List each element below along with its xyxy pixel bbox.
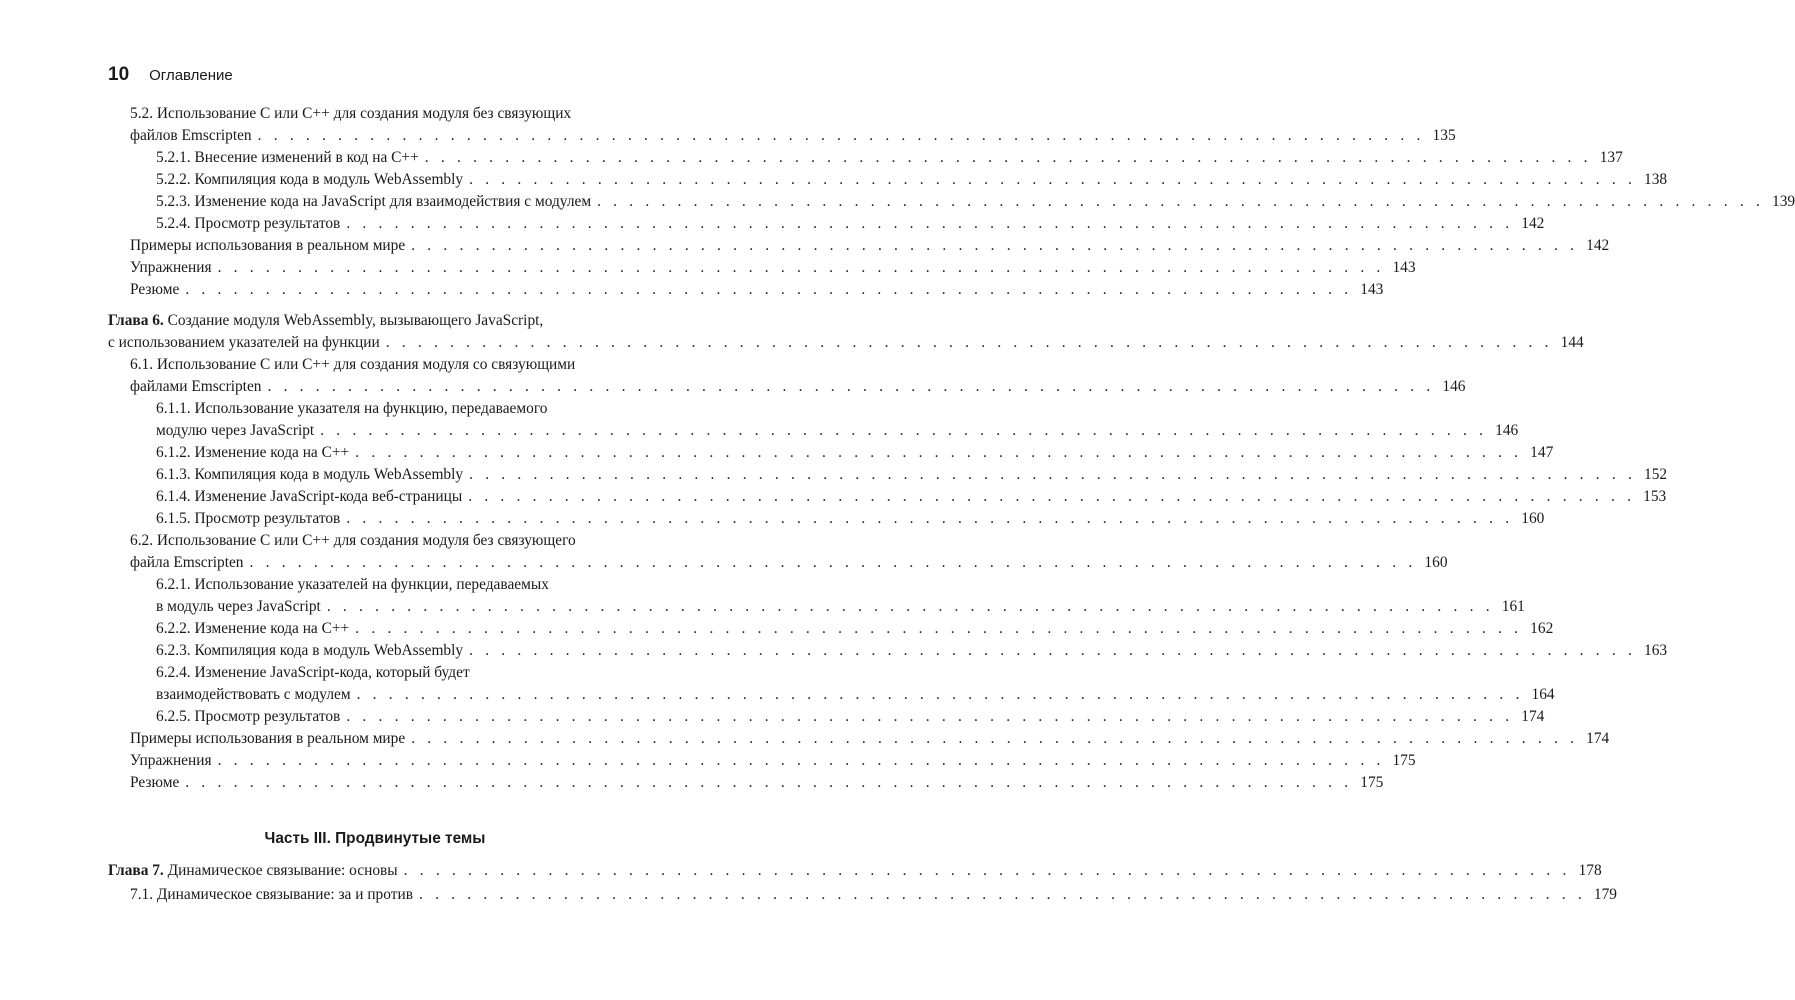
toc-entry-title: 6.2.5. Просмотр результатов (156, 708, 341, 725)
toc-entry[interactable] (108, 310, 1584, 354)
dot-leader: . . . . . . . . . . . . . . . . . . . . . . . . . . . . . . . . . . . . . . . . . . . . . . . . . . . . . . . . . . . . . . . . . . . . . . . . . (355, 620, 1523, 637)
toc-entry[interactable] (108, 169, 1668, 191)
toc-entry-title: файлами Emscripten (130, 378, 262, 395)
toc-entry[interactable] (108, 860, 1602, 882)
toc-entry-title: 6.2.3. Компиляция кода в модуль WebAssembly (156, 642, 464, 659)
toc-page-number: 146 (1495, 422, 1519, 439)
toc-entry[interactable] (108, 279, 1384, 301)
toc-entry[interactable] (108, 640, 1668, 662)
dot-leader: . . . . . . . . . . . . . . . . . . . . . . . . . . . . . . . . . . . . . . . . . . . . . . . . . . . . . . . . . . . . . . . . . . . . . . . . . (346, 708, 1514, 725)
toc-entry[interactable] (108, 235, 1610, 257)
toc-entry[interactable] (108, 191, 1795, 213)
toc-page-number: 143 (1360, 281, 1384, 298)
toc-entry-title: модулю через JavaScript (156, 422, 315, 439)
toc-entry-title: в модуль через JavaScript (156, 598, 321, 615)
toc-page-number: 143 (1392, 259, 1416, 276)
dot-leader: . . . . . . . . . . . . . . . . . . . . . . . . . . . . . . . . . . . . . . . . . . . . . . . . . . . . . . . . . . . . . . . . . . . . . . . . . (326, 598, 1494, 615)
toc-page-number: 138 (1644, 171, 1668, 188)
toc-page-number: 174 (1521, 708, 1545, 725)
toc-entry-title: Динамическое связывание: основы (163, 862, 398, 879)
chapter-label: Глава 7. (108, 862, 164, 879)
toc-page-number: 178 (1578, 862, 1602, 879)
dot-leader: . . . . . . . . . . . . . . . . . . . . . . . . . . . . . . . . . . . . . . . . . . . . . . . . . . . . . . . . . . . . . . . . . . . . . . . . . (320, 422, 1488, 439)
toc-entry-title: Примеры использования в реальном мире (130, 237, 406, 254)
toc-entry-title: 6.2.1. Использование указателей на функции, передаваемых (156, 576, 549, 593)
toc-page-number: 174 (1586, 730, 1610, 747)
toc-page-number: 147 (1530, 444, 1554, 461)
dot-leader: . . . . . . . . . . . . . . . . . . . . . . . . . . . . . . . . . . . . . . . . . . . . . . . . . . . . . . . . . . . . . . . . . . . . . . . . . (403, 862, 1571, 879)
dot-leader: . . . . . . . . . . . . . . . . . . . . . . . . . . . . . . . . . . . . . . . . . . . . . . . . . . . . . . . . . . . . . . . . . . . . . . . . . (468, 488, 1636, 505)
toc-entry-title: Упражнения (130, 259, 212, 276)
chapter-label: Глава 6. (108, 312, 164, 329)
toc-entry-title: Создание модуля WebAssembly, вызывающего JavaScript, (163, 312, 544, 329)
toc-entry[interactable] (108, 486, 1667, 508)
toc-entry[interactable] (108, 103, 1456, 147)
dot-leader: . . . . . . . . . . . . . . . . . . . . . . . . . . . . . . . . . . . . . . . . . . . . . . . . . . . . . . . . . . . . . . . . . . . . . . . . . (469, 171, 1637, 188)
dot-leader: . . . . . . . . . . . . . . . . . . . . . . . . . . . . . . . . . . . . . . . . . . . . . . . . . . . . . . . . . . . . . . . . . . . . . . . . . (424, 149, 1592, 166)
toc-entry-title: Резюме (130, 774, 180, 791)
toc-entry[interactable] (108, 530, 1448, 574)
toc-entry-title: 6.1.2. Изменение кода на C++ (156, 444, 350, 461)
dot-leader: . . . . . . . . . . . . . . . . . . . . . . . . . . . . . . . . . . . . . . . . . . . . . . . . . . . . . . . . . . . . . . . . . . . . . . . . . (355, 444, 1523, 461)
dot-leader: . . . . . . . . . . . . . . . . . . . . . . . . . . . . . . . . . . . . . . . . . . . . . . . . . . . . . . . . . . . . . . . . . . . . . . . . . (185, 774, 1353, 791)
dot-leader: . . . . . . . . . . . . . . . . . . . . . . . . . . . . . . . . . . . . . . . . . . . . . . . . . . . . . . . . . . . . . . . . . . . . . . . . . (597, 193, 1764, 210)
toc-page-number: 135 (1432, 127, 1456, 144)
toc-entry[interactable] (108, 147, 1623, 169)
toc-entry[interactable] (108, 884, 1617, 906)
toc-page-number: 144 (1560, 334, 1584, 351)
toc-page-number: 160 (1521, 510, 1545, 527)
toc-page-number: 162 (1530, 620, 1554, 637)
toc-entry[interactable] (108, 728, 1610, 750)
toc-page-number: 164 (1531, 686, 1555, 703)
toc-entry[interactable] (108, 618, 1554, 640)
toc-entry[interactable] (108, 662, 1555, 706)
dot-leader: . . . . . . . . . . . . . . . . . . . . . . . . . . . . . . . . . . . . . . . . . . . . . . . . . . . . . . . . . . . . . . . . . . . . . . . . . (418, 886, 1586, 903)
toc-page-number: 137 (1599, 149, 1623, 166)
dot-leader: . . . . . . . . . . . . . . . . . . . . . . . . . . . . . . . . . . . . . . . . . . . . . . . . . . . . . . . . . . . . . . . . . . . . . . . . . (257, 127, 1425, 144)
toc-entry-title: 5.2.1. Внесение изменений в код на C++ (156, 149, 419, 166)
toc-page-number: 142 (1586, 237, 1610, 254)
toc-page-number: 142 (1521, 215, 1545, 232)
toc-entry[interactable] (108, 772, 1384, 794)
toc-entry-title: 6.2. Использование C или C++ для создания модуля без связующего (130, 532, 576, 549)
dot-leader: . . . . . . . . . . . . . . . . . . . . . . . . . . . . . . . . . . . . . . . . . . . . . . . . . . . . . . . . . . . . . . . . . . . . . . . . . (249, 554, 1417, 571)
dot-leader: . . . . . . . . . . . . . . . . . . . . . . . . . . . . . . . . . . . . . . . . . . . . . . . . . . . . . . . . . . . . . . . . . . . . . . . . . (346, 510, 1514, 527)
toc-entry-title: взаимодействовать с модулем (156, 686, 351, 703)
toc-entry-title: файлов Emscripten (130, 127, 252, 144)
toc-page-number: 160 (1424, 554, 1448, 571)
dot-leader: . . . . . . . . . . . . . . . . . . . . . . . . . . . . . . . . . . . . . . . . . . . . . . . . . . . . . . . . . . . . . . . . . . . . . . . . . (469, 642, 1637, 659)
toc-entry[interactable] (108, 706, 1545, 728)
toc-entry-title: 6.1.5. Просмотр результатов (156, 510, 341, 527)
running-header (108, 64, 233, 86)
dot-leader: . . . . . . . . . . . . . . . . . . . . . . . . . . . . . . . . . . . . . . . . . . . . . . . . . . . . . . . . . . . . . . . . . . . . . . . . . (385, 334, 1553, 351)
toc-entry-title: 5.2.4. Просмотр результатов (156, 215, 341, 232)
toc-page-number: 179 (1593, 886, 1617, 903)
toc-page-number: 153 (1643, 488, 1667, 505)
toc-entry-title: файла Emscripten (130, 554, 244, 571)
toc-entry-title: Примеры использования в реальном мире (130, 730, 406, 747)
toc-list-part-3 (108, 860, 1617, 906)
toc-entry[interactable] (108, 464, 1668, 486)
toc-page-number: 175 (1392, 752, 1416, 769)
toc-page-number: 139 (1772, 193, 1795, 210)
toc-entry-title: Резюме (130, 281, 180, 298)
toc-page-number: 146 (1442, 378, 1466, 395)
dot-leader: . . . . . . . . . . . . . . . . . . . . . . . . . . . . . . . . . . . . . . . . . . . . . . . . . . . . . . . . . . . . . . . . . . . . . . . . . (346, 215, 1514, 232)
dot-leader: . . . . . . . . . . . . . . . . . . . . . . . . . . . . . . . . . . . . . . . . . . . . . . . . . . . . . . . . . . . . . . . . . . . . . . . . . (217, 752, 1385, 769)
dot-leader: . . . . . . . . . . . . . . . . . . . . . . . . . . . . . . . . . . . . . . . . . . . . . . . . . . . . . . . . . . . . . . . . . . . . . . . . . (185, 281, 1353, 298)
toc-entry-title: 5.2.2. Компиляция кода в модуль WebAssembly (156, 171, 464, 188)
section-title: Оглавление (149, 67, 233, 84)
toc-entry-title: с использованием указателей на функции (108, 334, 380, 351)
part-title: Часть III. Продвинутые темы (264, 830, 486, 847)
toc-entry[interactable] (108, 750, 1416, 772)
toc-entry-title: 5.2. Использование C или C++ для создания модуля без связующих (130, 105, 572, 122)
toc-list (108, 103, 1795, 794)
toc-entry[interactable] (108, 398, 1519, 442)
toc-page-number: 175 (1360, 774, 1384, 791)
toc-entry-title: 6.1.4. Изменение JavaScript-кода веб-страницы (156, 488, 463, 505)
toc-entry-title: 7.1. Динамическое связывание: за и против (130, 886, 413, 903)
toc-page-number: 161 (1501, 598, 1525, 615)
toc-entry-title: 6.2.2. Изменение кода на C++ (156, 620, 350, 637)
toc-page-number: 152 (1644, 466, 1668, 483)
page-number: 10 (108, 64, 130, 85)
dot-leader: . . . . . . . . . . . . . . . . . . . . . . . . . . . . . . . . . . . . . . . . . . . . . . . . . . . . . . . . . . . . . . . . . . . . . . . . . (356, 686, 1524, 703)
toc-entry[interactable] (108, 354, 1466, 398)
toc-entry[interactable] (108, 508, 1545, 530)
toc-entry-title: Упражнения (130, 752, 212, 769)
toc-entry-title: 6.2.4. Изменение JavaScript-кода, который будет (156, 664, 470, 681)
dot-leader: . . . . . . . . . . . . . . . . . . . . . . . . . . . . . . . . . . . . . . . . . . . . . . . . . . . . . . . . . . . . . . . . . . . . . . . . . (411, 730, 1579, 747)
toc-entry[interactable] (108, 574, 1525, 618)
toc-page-number: 163 (1644, 642, 1668, 659)
dot-leader: . . . . . . . . . . . . . . . . . . . . . . . . . . . . . . . . . . . . . . . . . . . . . . . . . . . . . . . . . . . . . . . . . . . . . . . . . (217, 259, 1385, 276)
dot-leader: . . . . . . . . . . . . . . . . . . . . . . . . . . . . . . . . . . . . . . . . . . . . . . . . . . . . . . . . . . . . . . . . . . . . . . . . . (411, 237, 1579, 254)
toc-entry-title: 6.1.1. Использование указателя на функцию, передаваемого (156, 400, 548, 417)
toc-entry[interactable] (108, 213, 1545, 235)
toc-entry-title: 6.1. Использование C или C++ для создания модуля со связующими (130, 356, 576, 373)
toc-entry[interactable] (108, 442, 1554, 464)
dot-leader: . . . . . . . . . . . . . . . . . . . . . . . . . . . . . . . . . . . . . . . . . . . . . . . . . . . . . . . . . . . . . . . . . . . . . . . . . (267, 378, 1435, 395)
toc-entry[interactable] (108, 257, 1416, 279)
toc-entry-title: 6.1.3. Компиляция кода в модуль WebAssembly (156, 466, 464, 483)
dot-leader: . . . . . . . . . . . . . . . . . . . . . . . . . . . . . . . . . . . . . . . . . . . . . . . . . . . . . . . . . . . . . . . . . . . . . . . . . (469, 466, 1637, 483)
toc-entry-title: 5.2.3. Изменение кода на JavaScript для взаимодействия с модулем (156, 193, 592, 210)
